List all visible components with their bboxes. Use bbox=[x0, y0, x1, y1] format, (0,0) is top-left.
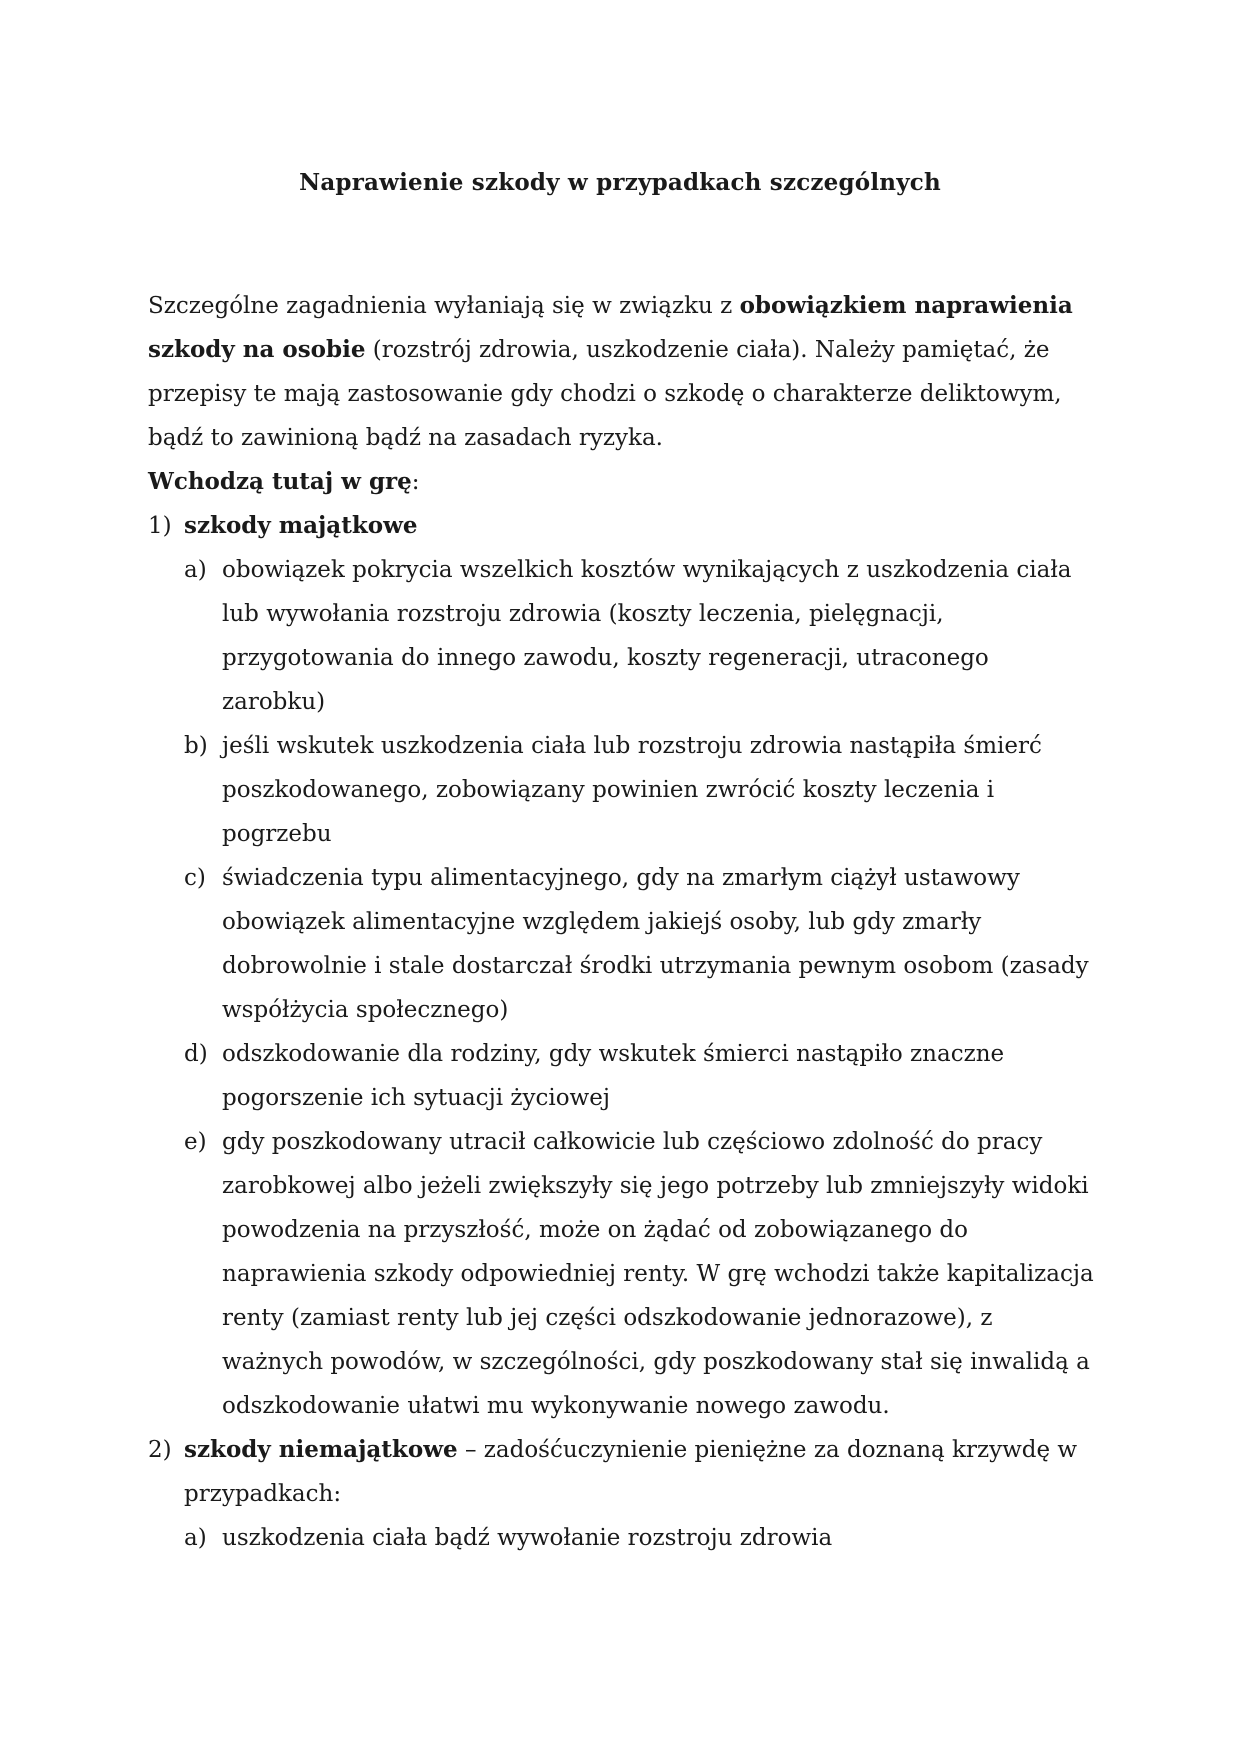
intro-text-2: (rozstrój zdrowia, uszkodzenie ciała). Należy pamiętać, że przepisy te mają zastosowanie gdy chodzi o szkodę o charakterze deliktowym, bądź to zawinioną bądź na zasadach ryzyka. bbox=[148, 337, 1062, 451]
sublist bbox=[184, 1516, 1098, 1560]
section-heading-bold: Wchodzą tutaj w grę bbox=[148, 468, 412, 495]
list-item-2 bbox=[148, 1428, 1098, 1560]
sublist-marker: c) bbox=[184, 865, 206, 891]
list-item-bold: szkody majątkowe bbox=[184, 512, 418, 539]
list-item-rest: – zadośćuczynienie pieniężne za doznaną krzywdę w przypadkach: bbox=[184, 1437, 1078, 1507]
sublist-marker: a) bbox=[184, 1525, 207, 1551]
sublist-marker: d) bbox=[184, 1041, 208, 1067]
sublist bbox=[184, 548, 1098, 1428]
document-title: Naprawienie szkody w przypadkach szczególnych bbox=[299, 169, 941, 196]
sublist-marker: e) bbox=[184, 1129, 207, 1155]
document-body bbox=[148, 284, 1098, 1560]
list-item-1 bbox=[148, 504, 1098, 1428]
list-item-heading bbox=[184, 504, 1098, 548]
intro-paragraph bbox=[148, 284, 1098, 460]
sublist-item-e bbox=[184, 1120, 1098, 1428]
sublist-item-d bbox=[184, 1032, 1098, 1120]
list-marker: 2) bbox=[148, 1437, 172, 1463]
list-item-heading bbox=[184, 1428, 1098, 1516]
sublist-text: odszkodowanie dla rodziny, gdy wskutek śmierci nastąpiło znaczne pogorszenie ich sytuacji życiowej bbox=[222, 1041, 1005, 1111]
sublist-text: obowiązek pokrycia wszelkich kosztów wynikających z uszkodzenia ciała lub wywołania rozstroju zdrowia (koszty leczenia, pielęgnacji, przygotowania do innego zawodu, koszty regeneracji, utraconego zarobku) bbox=[222, 557, 1072, 715]
section-heading bbox=[148, 460, 1098, 504]
sublist-marker: b) bbox=[184, 733, 208, 759]
intro-bold-phrase: obowiązkiem naprawienia szkody na osobie bbox=[148, 292, 1073, 363]
list-marker: 1) bbox=[148, 513, 172, 539]
sublist-item-b bbox=[184, 724, 1098, 856]
sublist-text: gdy poszkodowany utracił całkowicie lub częściowo zdolność do pracy zarobkowej albo jeżeli zwiększyły się jego potrzeby lub zmniejszyły widoki powodzenia na przyszłość, może on żądać od zobowiązanego do naprawienia szkody odpowiedniej renty. W grę wchodzi także kapitalizacja renty (zamiast renty lub jej części odszkodowanie jednorazowe), z ważnych powodów, w szczególności, gdy poszkodowany stał się inwalidą a odszkodowanie ułatwi mu wykonywanie nowego zawodu. bbox=[222, 1129, 1094, 1419]
sublist-marker: a) bbox=[184, 557, 207, 583]
intro-text-1: Szczególne zagadnienia wyłaniają się w związku z bbox=[148, 293, 740, 319]
list-item-bold: szkody niemajątkowe bbox=[184, 1436, 458, 1463]
sublist-item-a bbox=[184, 548, 1098, 724]
sublist-text: świadczenia typu alimentacyjnego, gdy na zmarłym ciążył ustawowy obowiązek alimentacyjne względem jakiejś osoby, lub gdy zmarły dobrowolnie i stale dostarczał środki utrzymania pewnym osobom (zasady współżycia społecznego) bbox=[222, 865, 1089, 1023]
sublist-item-a bbox=[184, 1516, 1098, 1560]
sublist-item-c bbox=[184, 856, 1098, 1032]
section-heading-colon: : bbox=[411, 469, 420, 495]
sublist-text: uszkodzenia ciała bądź wywołanie rozstroju zdrowia bbox=[222, 1525, 833, 1551]
sublist-text: jeśli wskutek uszkodzenia ciała lub rozstroju zdrowia nastąpiła śmierć poszkodowanego, zobowiązany powinien zwrócić koszty leczenia i pogrzebu bbox=[222, 733, 1042, 847]
